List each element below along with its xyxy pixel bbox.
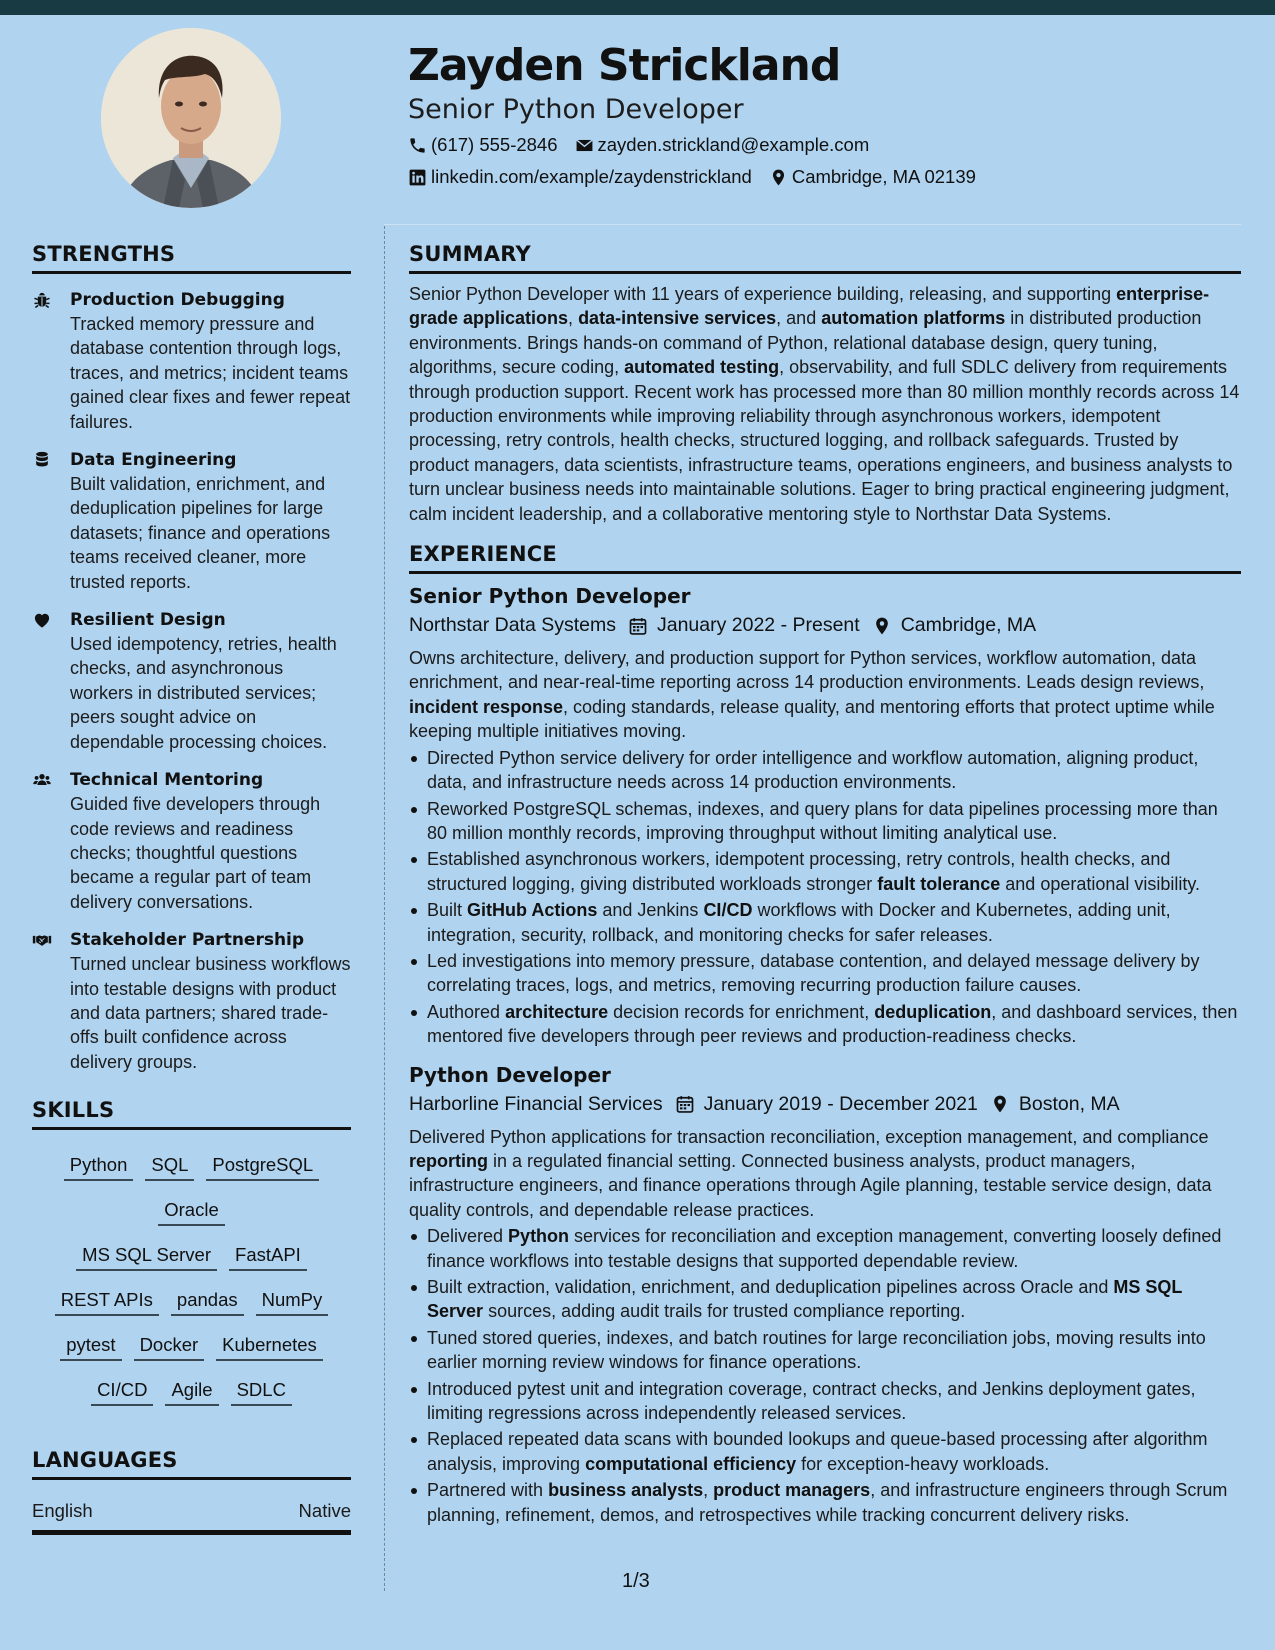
bullet-item: Replaced repeated data scans with bounded lookups and queue-based processing after algorithm analysis, improving computational efficiency for exception-heavy workloads.: [409, 1427, 1241, 1476]
database-icon: [32, 450, 52, 470]
experience-heading: EXPERIENCE: [409, 542, 1241, 574]
strength-item: [32, 448, 351, 594]
job-location: Cambridge, MA: [900, 614, 1037, 637]
skill-tag: NumPy: [256, 1288, 329, 1316]
bullet-item: Introduced pytest unit and integration coverage, contract checks, and Jenkins deployment gates, limiting regressions across independently released services.: [409, 1377, 1241, 1426]
experience-section: [409, 542, 1241, 1527]
contact-phone[interactable]: [408, 134, 558, 156]
job-dates: January 2022 - Present: [656, 614, 860, 637]
linkedin-text: linkedin.com/example/zaydenstrickland: [431, 166, 752, 187]
job-dates: January 2019 - December 2021: [703, 1092, 978, 1115]
language-name: English: [32, 1500, 93, 1522]
skill-tag: CI/CD: [91, 1378, 153, 1406]
emphasis-text: GitHub Actions: [467, 900, 598, 921]
contact-linkedin[interactable]: [408, 166, 752, 188]
handshake-icon: [32, 930, 52, 950]
skills-row: [32, 1367, 351, 1412]
candidate-title: Senior Python Developer: [408, 94, 744, 125]
strength-desc: Turned unclear business workflows into testable designs with product and data partners; shared trade-offs built confidence across delivery groups.: [70, 954, 351, 1072]
emphasis-text: automation platforms: [821, 308, 1006, 329]
job-entry: [409, 1061, 1241, 1528]
profile-photo: [101, 28, 281, 208]
summary-heading: SUMMARY: [409, 242, 1241, 274]
candidate-name: Zayden Strickland: [408, 40, 841, 91]
skills-row: [32, 1277, 351, 1322]
bullet-item: Reworked PostgreSQL schemas, indexes, and query plans for data pipelines processing more than 80 million monthly records, improving throughput without limiting analytical use.: [409, 797, 1241, 846]
job-meta: [409, 614, 1241, 637]
skill-tag: Docker: [134, 1333, 205, 1361]
strengths-heading: STRENGTHS: [32, 242, 351, 274]
languages-heading: LANGUAGES: [32, 1448, 351, 1480]
job-meta: [409, 1093, 1241, 1116]
language-item: [32, 1500, 351, 1535]
job-location: Boston, MA: [1018, 1092, 1120, 1115]
bullet-item: Partnered with business analysts, product managers, and infrastructure engineers through Scrum planning, refinement, demos, and retrospectives while tracking concurrent delivery risks.: [409, 1478, 1241, 1527]
skills-row: [32, 1232, 351, 1277]
strength-desc: Tracked memory pressure and database contention through logs, traces, and metrics; incident teams gained clear fixes and fewer repeat failures.: [70, 314, 351, 432]
users-icon: [32, 770, 52, 790]
strength-item: [32, 288, 351, 434]
calendar-icon: [628, 616, 648, 636]
top-accent-bar: [0, 0, 1275, 15]
skill-tag: SDLC: [231, 1378, 292, 1406]
bullet-item: Established asynchronous workers, idempotent processing, retry controls, health checks, and structured logging, giving distributed workloads stronger fault tolerance and operational visibility.: [409, 847, 1241, 896]
header-divider: [384, 224, 1241, 225]
skills-row: [32, 1142, 351, 1232]
strength-desc: Used idempotency, retries, health checks, and asynchronous workers in distributed services; peers sought advice on dependable processing choices.: [70, 634, 337, 752]
strength-title: Stakeholder Partnership: [70, 930, 305, 951]
skill-tag: MS SQL Server: [76, 1243, 217, 1271]
emphasis-text: architecture: [505, 1001, 609, 1022]
bullet-item: Directed Python service delivery for order intelligence and workflow automation, aligning product, data, and infrastructure needs across 14 production environments.: [409, 746, 1241, 795]
strength-title: Resilient Design: [70, 610, 226, 631]
emphasis-text: data-intensive services: [578, 308, 777, 329]
job-description: Delivered Python applications for transaction reconciliation, exception management, and compliance reporting in a regulated financial setting. Connected business analysts, product managers, infrastructure engineers, and finance operations through Agile planning, testable service design, data quality controls, and dependable release practices.: [409, 1126, 1212, 1220]
strength-item: [32, 768, 351, 914]
bullet-item: Built GitHub Actions and Jenkins CI/CD workflows with Docker and Kubernetes, adding unit, integration, security, rollback, and monitoring checks for safer releases.: [409, 898, 1241, 947]
skill-tag: Kubernetes: [216, 1333, 323, 1361]
emphasis-text: product managers: [713, 1480, 871, 1501]
heart-icon: [32, 610, 52, 630]
skill-tag: Agile: [165, 1378, 218, 1406]
skill-tag: Python: [64, 1153, 134, 1181]
email-text: zayden.strickland@example.com: [597, 134, 870, 155]
skill-tag: Oracle: [158, 1198, 225, 1226]
summary-text: Senior Python Developer with 11 years of experience building, releasing, and supporting enterprise-grade applications, data-intensive services, and automation platforms in distributed production environments. Brings hands-on command of Python, relational database design, query tuning, algorithms, secure coding, automated testing, observability, and full SDLC delivery from requirements through production support. Recent work has processed more than 80 million monthly records across 14 production environments while improving reliability through asynchronous workers, idempotent processing, retry controls, health checks, structured logging, and rollback safeguards. Trusted by product managers, data scientists, infrastructure teams, operations engineers, and business analysts to turn unclear business needs into maintainable solutions. Eager to bring practical engineering judgment, calm incident leadership, and a collaborative mentoring style to Northstar Data Systems.: [409, 284, 1240, 524]
bullet-item: Delivered Python services for reconciliation and exception management, converting loosely defined finance workflows into testable designs that supported dependable review.: [409, 1224, 1241, 1273]
skills-heading: SKILLS: [32, 1098, 351, 1130]
contact-row-primary: [408, 134, 886, 156]
language-level: Native: [298, 1500, 351, 1522]
profile-photo-image: [101, 28, 281, 208]
map-pin-icon: [872, 616, 892, 636]
skill-tag: PostgreSQL: [206, 1153, 319, 1181]
emphasis-text: deduplication: [874, 1001, 992, 1022]
contact-location: [769, 166, 976, 188]
envelope-icon: [575, 136, 594, 155]
emphasis-text: fault tolerance: [877, 873, 1001, 894]
skill-tag: FastAPI: [229, 1243, 307, 1271]
contact-email[interactable]: [575, 134, 870, 156]
map-pin-icon: [769, 168, 788, 187]
emphasis-text: CI/CD: [703, 900, 753, 921]
bug-icon: [32, 290, 52, 310]
emphasis-text: business analysts: [548, 1480, 704, 1501]
calendar-icon: [675, 1094, 695, 1114]
job-bullets: [409, 746, 1241, 1049]
skills-tags: [32, 1142, 351, 1412]
strength-desc: Guided five developers through code reviews and readiness checks; thoughtful questions became a regular part of team delivery conversations.: [70, 794, 321, 912]
languages-section: [32, 1448, 351, 1535]
map-pin-icon: [990, 1094, 1010, 1114]
page-number: 1/3: [622, 1570, 650, 1592]
bullet-item: Tuned stored queries, indexes, and batch routines for large reconciliation jobs, moving results into earlier morning review windows for finance operations.: [409, 1326, 1241, 1375]
strength-title: Production Debugging: [70, 290, 285, 310]
job-entry: [409, 582, 1241, 1049]
job-company: Northstar Data Systems: [409, 614, 616, 637]
strength-item: [32, 608, 351, 754]
skills-section: [32, 1098, 351, 1412]
skill-tag: pytest: [60, 1333, 121, 1361]
phone-text: (617) 555-2846: [431, 134, 558, 155]
linkedin-icon: [408, 168, 427, 187]
emphasis-text: incident response: [409, 696, 564, 717]
left-column: [32, 242, 351, 1535]
job-company: Harborline Financial Services: [409, 1092, 663, 1115]
bullet-item: Built extraction, validation, enrichment, and deduplication pipelines across Oracle and MS SQL Server sources, adding audit trails for trusted compliance reporting.: [409, 1275, 1241, 1324]
strength-desc: Built validation, enrichment, and deduplication pipelines for large datasets; finance and operations teams received cleaner, more trusted reports.: [70, 474, 331, 592]
phone-icon: [408, 136, 427, 155]
strength-item: [32, 928, 351, 1074]
strength-title: Data Engineering: [70, 450, 237, 471]
bullet-item: Led investigations into memory pressure, database contention, and delayed message delivery by correlating traces, logs, and metrics, removing recurring production failure causes.: [409, 949, 1241, 998]
job-description: Owns architecture, delivery, and production support for Python services, workflow automation, data enrichment, and near-real-time reporting across 14 production environments. Leads design reviews, incident response, coding standards, release quality, and mentoring efforts that protect uptime while keeping multiple initiatives moving.: [409, 648, 1215, 742]
emphasis-text: MS SQL Server: [427, 1277, 1183, 1322]
emphasis-text: computational efficiency: [585, 1453, 797, 1474]
job-bullets: [409, 1224, 1241, 1527]
skill-tag: pandas: [171, 1288, 244, 1316]
emphasis-text: reporting: [409, 1150, 488, 1171]
right-column: [409, 242, 1241, 1527]
emphasis-text: Python: [508, 1226, 570, 1247]
job-title: Python Developer: [409, 1062, 611, 1087]
skill-tag: SQL: [145, 1153, 194, 1181]
bullet-item: Authored architecture decision records for enrichment, deduplication, and dashboard services, then mentored five developers through peer reviews and production-readiness checks.: [409, 1000, 1241, 1049]
column-divider: [384, 226, 385, 1591]
skills-row: [32, 1322, 351, 1367]
emphasis-text: automated testing: [624, 357, 780, 378]
job-title: Senior Python Developer: [409, 584, 691, 609]
strength-title: Technical Mentoring: [70, 770, 264, 791]
contact-row-secondary: [408, 166, 993, 188]
emphasis-text: enterprise-grade applications: [409, 284, 1210, 329]
location-text: Cambridge, MA 02139: [791, 166, 976, 187]
skill-tag: REST APIs: [55, 1288, 159, 1316]
